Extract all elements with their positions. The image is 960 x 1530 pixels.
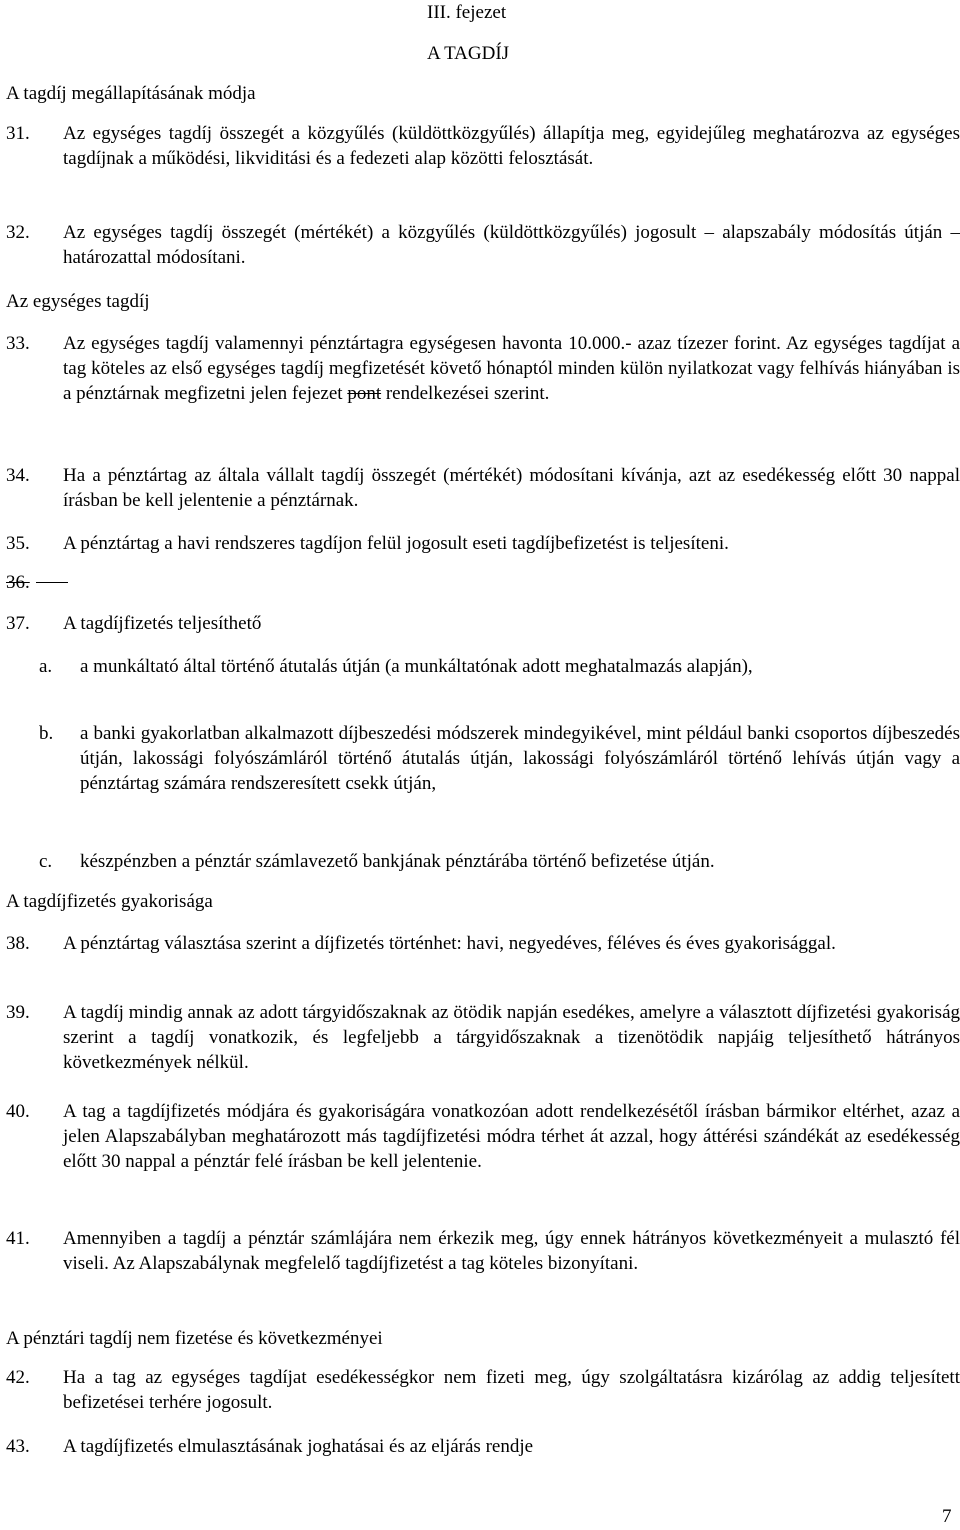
section-heading-gyakorisag: A tagdíjfizetés gyakorisága bbox=[6, 891, 213, 912]
paragraph-41 bbox=[6, 1226, 960, 1276]
paragraph-number: 31. bbox=[6, 123, 30, 144]
list-item-text: a banki gyakorlatban alkalmazott díjbeszedési módszerek mindegyikével, mint például banki csoportos díjbeszedés útján, lakossági folyószámláról történő átutalás útján, lakossági folyószámláról történő lehívás útján vagy a pénztártag számára rendszeresített csekk útján, bbox=[80, 723, 960, 794]
paragraph-text: Ha a tag az egységes tagdíjat esedékességkor nem fizeti meg, úgy szolgáltatásra kizárólag az addig teljesített befizetései terhére jogosult. bbox=[63, 1367, 960, 1413]
paragraph-number: 35. bbox=[6, 533, 30, 554]
paragraph-text-part: Az egységes tagdíj valamennyi pénztártagra egységesen havonta 10.000.- azaz tízezer forint. Az egységes tagdíjat a tag köteles az első egységes tagdíj megfizetését követő hónaptól minden külön nyilatkozat vagy felhívás hiányában is a pénztárnak megfizetni jelen fejezet bbox=[63, 333, 960, 404]
page-number: 7 bbox=[942, 1506, 952, 1527]
paragraph-text: A tagdíjfizetés teljesíthető bbox=[63, 613, 262, 634]
paragraph-text: A pénztártag választása szerint a díjfizetés történhet: havi, negyedéves, féléves és éves gyakorisággal. bbox=[63, 933, 836, 954]
paragraph-number: 34. bbox=[6, 465, 30, 486]
paragraph-number: 36. bbox=[6, 572, 30, 593]
paragraph-34 bbox=[6, 463, 960, 513]
paragraph-text: A pénztártag a havi rendszeres tagdíjon felül jogosult eseti tagdíjbefizetést is teljesíteni. bbox=[63, 533, 729, 554]
struck-word: pont bbox=[347, 383, 382, 404]
section-heading-tagdij-megallapitasa: A tagdíj megállapításának módja bbox=[6, 83, 256, 104]
paragraph-text: A tagdíj mindig annak az adott tárgyidőszaknak az ötödik napján esedékes, amelyre a választott díjfizetési gyakoriság szerint a tagdíj vonatkozik, és legfeljebb a tárgyidőszaknak a tizenötödik napjáig teljesíthető hátrányos következmények nélkül. bbox=[63, 1002, 960, 1073]
paragraph-40 bbox=[6, 1099, 960, 1174]
paragraph-text: A tag a tagdíjfizetés módjára és gyakoriságára vonatkozóan adott rendelkezésétől írásban bármikor eltérhet, azaz a jelen Alapszabályban meghatározott más tagdíjfizetési módra térhet át azzal, hogy áttérési szándékát az esedékesség előtt 30 nappal a pénztár felé írásban be kell jelentenie. bbox=[63, 1101, 960, 1172]
paragraph-number: 40. bbox=[6, 1101, 30, 1122]
paragraph-number: 32. bbox=[6, 222, 30, 243]
paragraph-number: 37. bbox=[6, 613, 30, 634]
list-item-c bbox=[6, 849, 960, 874]
paragraph-number: 41. bbox=[6, 1228, 30, 1249]
list-letter: b. bbox=[39, 723, 54, 744]
list-letter: a. bbox=[39, 656, 53, 677]
list-item-text: a munkáltató által történő átutalás útján (a munkáltatónak adott meghatalmazás alapján), bbox=[80, 656, 753, 677]
list-item-text: készpénzben a pénztár számlavezető bankjának pénztárába történő befizetése útján. bbox=[80, 851, 715, 872]
paragraph-text: Amennyiben a tagdíj a pénztár számlájára nem érkezik meg, úgy ennek hátrányos következményeit a mulasztó fél viseli. Az Alapszabálynak megfelelő tagdíjfizetést a tag köteles bizonyítani. bbox=[63, 1228, 960, 1274]
strikethrough-line bbox=[36, 582, 68, 583]
paragraph-number: 39. bbox=[6, 1002, 30, 1023]
paragraph-number: 43. bbox=[6, 1436, 30, 1457]
paragraph-39 bbox=[6, 1000, 960, 1075]
paragraph-number: 42. bbox=[6, 1367, 30, 1388]
paragraph-text bbox=[63, 331, 960, 406]
paragraph-text: Az egységes tagdíj összegét (mértékét) a közgyűlés (küldöttközgyűlés) jogosult – alapszabály módosítás útján – határozattal módosítani. bbox=[63, 222, 960, 268]
paragraph-32 bbox=[6, 220, 960, 270]
paragraph-33 bbox=[6, 331, 960, 406]
paragraph-31 bbox=[6, 121, 960, 171]
section-heading-egyseges-tagdij: Az egységes tagdíj bbox=[6, 291, 150, 312]
chapter-number: III. fejezet bbox=[427, 2, 507, 23]
list-letter: c. bbox=[39, 851, 53, 872]
paragraph-38 bbox=[6, 931, 960, 956]
paragraph-42 bbox=[6, 1365, 960, 1415]
paragraph-37 bbox=[6, 611, 960, 636]
section-heading-nem-fizetes: A pénztári tagdíj nem fizetése és következményei bbox=[6, 1328, 383, 1349]
paragraph-text-part: rendelkezései szerint. bbox=[381, 383, 550, 404]
paragraph-text: A tagdíjfizetés elmulasztásának joghatásai és az eljárás rendje bbox=[63, 1436, 534, 1457]
paragraph-text: Az egységes tagdíj összegét a közgyűlés (küldöttközgyűlés) állapítja meg, egyidejűleg meghatározva az egységes tagdíjnak a működési, likviditási és a fedezeti alap közötti felosztását. bbox=[63, 123, 960, 169]
list-item-a bbox=[6, 654, 960, 679]
paragraph-number: 33. bbox=[6, 333, 30, 354]
paragraph-35 bbox=[6, 531, 960, 556]
paragraph-43 bbox=[6, 1434, 960, 1459]
list-item-b bbox=[6, 721, 960, 796]
paragraph-text: Ha a pénztártag az általa vállalt tagdíj összegét (mértékét) módosítani kívánja, azt az esedékesség előtt 30 nappal írásban be kell jelentenie a pénztárnak. bbox=[63, 465, 960, 511]
chapter-title: A TAGDÍJ bbox=[427, 43, 510, 64]
paragraph-number: 38. bbox=[6, 933, 30, 954]
